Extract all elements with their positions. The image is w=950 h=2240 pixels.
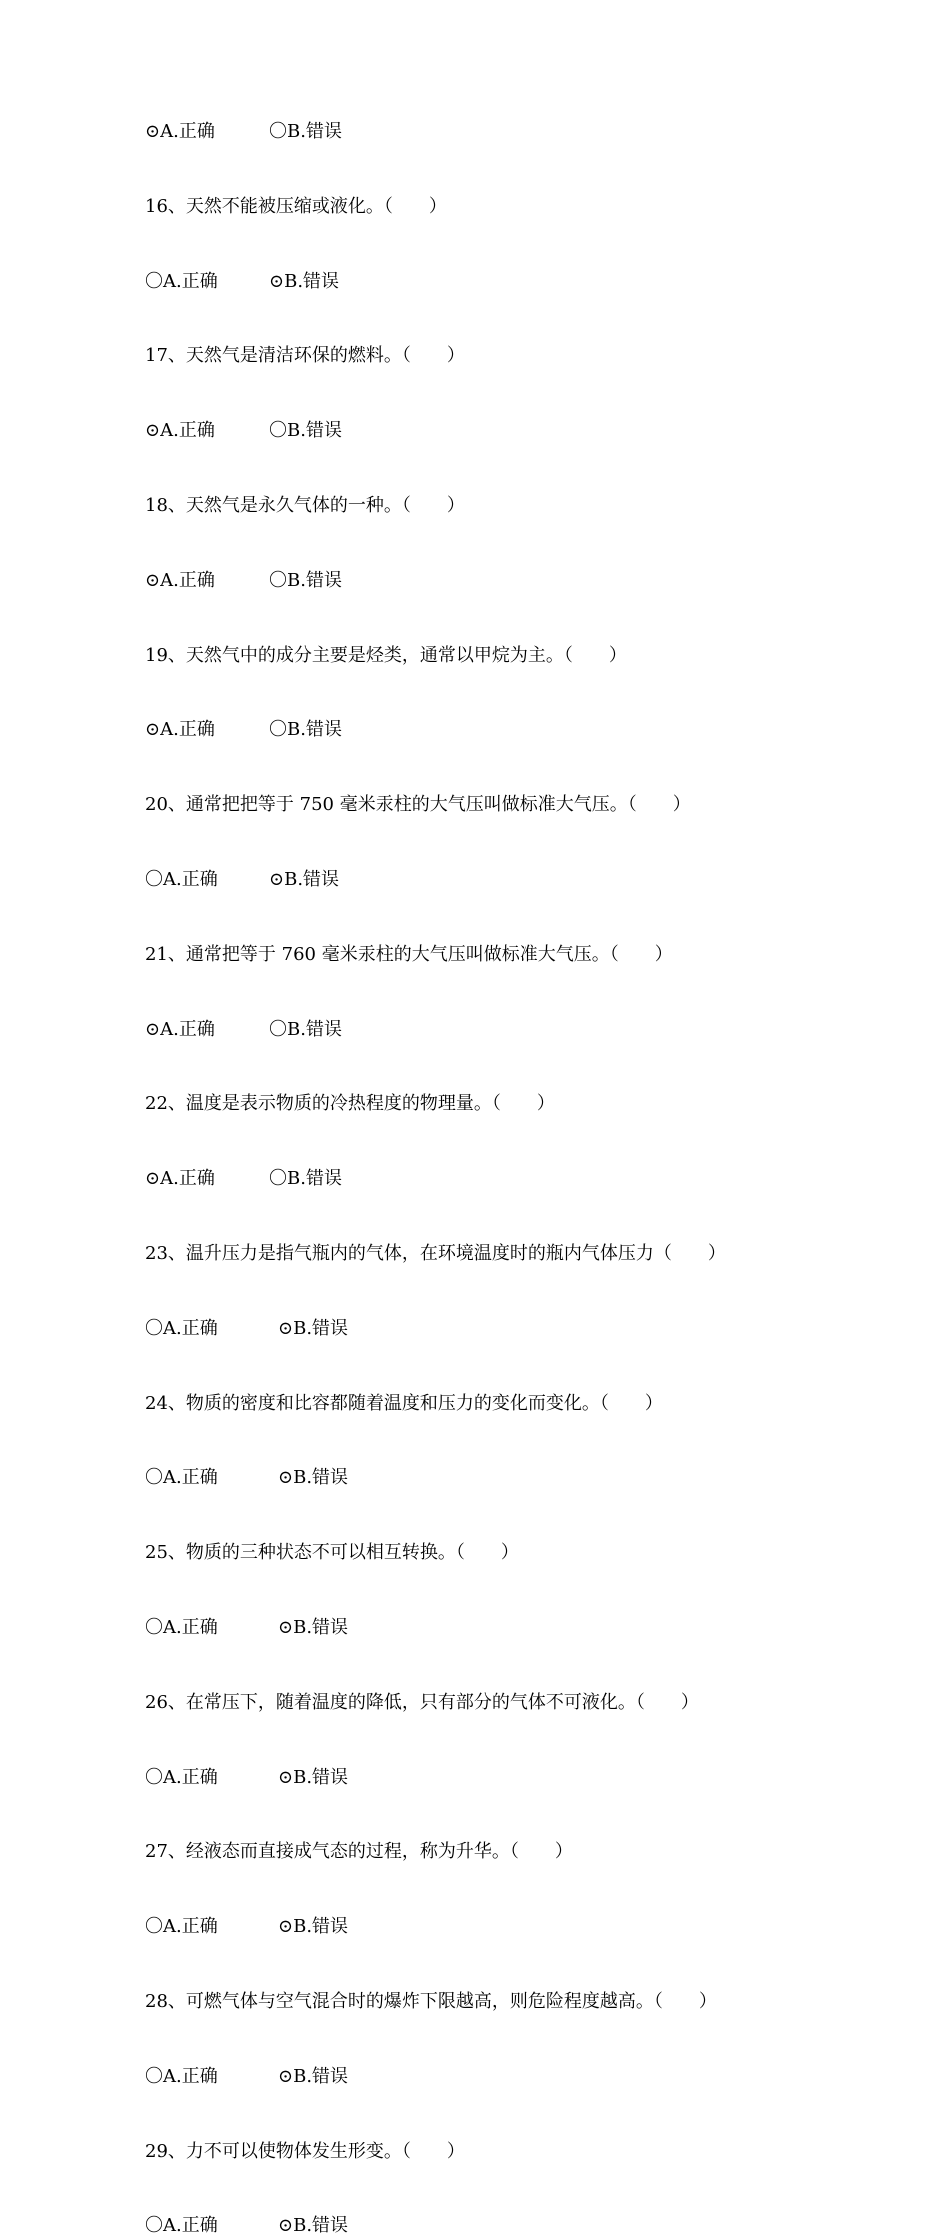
question-text: 23、温升压力是指气瓶内的气体，在环境温度时的瓶内气体压力（ ）	[145, 1243, 726, 1264]
option-a[interactable]	[145, 118, 215, 146]
radio-selected-icon: ⊙	[278, 1916, 294, 1938]
question-text: 27、经液态而直接成气态的过程，称为升华。（ ）	[145, 1841, 573, 1863]
option-b-label: B.错误	[287, 1018, 342, 1040]
option-b[interactable]	[278, 1315, 348, 1343]
option-b-label: B.错误	[287, 121, 342, 142]
radio-unselected-icon: 〇	[145, 1766, 163, 1788]
option-b[interactable]	[269, 268, 339, 296]
radio-selected-icon: ⊙	[278, 2215, 294, 2237]
option-a[interactable]	[145, 1165, 215, 1193]
option-b[interactable]	[269, 417, 342, 445]
radio-unselected-icon: 〇	[145, 2065, 163, 2087]
radio-unselected-icon: 〇	[269, 1018, 287, 1040]
option-a-label: A.正确	[163, 270, 218, 292]
radio-selected-icon: ⊙	[278, 1317, 294, 1339]
question-text: 29、力不可以使物体发生形变。（ ）	[145, 2140, 465, 2162]
option-b[interactable]	[269, 118, 342, 146]
radio-unselected-icon: 〇	[145, 869, 163, 890]
question-text: 16、天然不能被压缩或液化。（ ）	[145, 195, 447, 217]
question-text: 25、物质的三种状态不可以相互转换。（ ）	[145, 1542, 519, 1564]
radio-selected-icon: ⊙	[145, 1018, 161, 1040]
option-a[interactable]	[145, 2212, 218, 2240]
radio-selected-icon: ⊙	[278, 1766, 294, 1788]
radio-unselected-icon: 〇	[145, 1916, 163, 1938]
radio-unselected-icon: 〇	[269, 719, 287, 741]
option-a-label: A.正确	[160, 420, 215, 442]
question-text: 21、通常把等于 760 毫米汞柱的大气压叫做标准大气压。（ ）	[145, 943, 673, 965]
option-b-label: B.错误	[287, 719, 342, 741]
option-b-label: B.错误	[287, 420, 342, 442]
option-b-label: B.错误	[293, 2065, 349, 2087]
option-b-label: B.错误	[293, 1916, 349, 1938]
question-text: 18、天然气是永久气体的一种。（ ）	[145, 495, 465, 516]
question-text: 26、在常压下，随着温度的降低，只有部分的气体不可液化。（ ）	[145, 1691, 699, 1713]
radio-selected-icon: ⊙	[278, 1617, 294, 1638]
option-b[interactable]	[278, 1764, 348, 1792]
option-b-label: B.错误	[293, 1766, 349, 1788]
option-b[interactable]	[269, 866, 339, 894]
radio-selected-icon: ⊙	[269, 869, 285, 890]
option-b[interactable]	[269, 1165, 342, 1193]
option-b[interactable]	[269, 567, 342, 595]
radio-unselected-icon: 〇	[269, 569, 287, 591]
option-b-label: B.错误	[284, 869, 340, 890]
option-b[interactable]	[278, 2063, 348, 2091]
radio-unselected-icon: 〇	[145, 270, 163, 292]
option-b[interactable]	[269, 716, 342, 744]
option-a[interactable]	[145, 1764, 218, 1792]
option-b-label: B.错误	[287, 1168, 342, 1190]
option-a[interactable]	[145, 716, 215, 744]
option-a-label: A.正确	[163, 869, 218, 890]
radio-selected-icon: ⊙	[145, 420, 161, 442]
option-b-label: B.错误	[293, 1617, 349, 1638]
radio-selected-icon: ⊙	[145, 121, 161, 142]
option-a-label: A.正确	[163, 1766, 218, 1788]
option-a-label: A.正确	[163, 1317, 218, 1339]
option-b[interactable]	[278, 2212, 348, 2240]
option-b-label: B.错误	[284, 270, 340, 292]
option-a-label: A.正确	[160, 719, 215, 741]
radio-unselected-icon: 〇	[145, 1317, 163, 1339]
option-b[interactable]	[278, 1464, 348, 1492]
radio-selected-icon: ⊙	[145, 569, 161, 591]
radio-unselected-icon: 〇	[145, 2215, 163, 2237]
option-a[interactable]	[145, 1016, 215, 1044]
option-a[interactable]	[145, 866, 218, 894]
option-a-label: A.正确	[163, 1916, 218, 1938]
option-a-label: A.正确	[160, 1168, 215, 1190]
radio-unselected-icon: 〇	[145, 1467, 163, 1489]
option-a[interactable]	[145, 268, 218, 296]
option-a[interactable]	[145, 2063, 218, 2091]
radio-unselected-icon: 〇	[269, 1168, 287, 1190]
radio-unselected-icon: 〇	[269, 420, 287, 442]
question-text: 17、天然气是清洁环保的燃料。（ ）	[145, 345, 465, 367]
option-b-label: B.错误	[293, 1467, 349, 1489]
radio-selected-icon: ⊙	[269, 270, 285, 292]
radio-unselected-icon: 〇	[145, 1617, 163, 1638]
radio-selected-icon: ⊙	[145, 1168, 161, 1190]
question-text: 20、通常把把等于 750 毫米汞柱的大气压叫做标准大气压。（ ）	[145, 794, 691, 816]
option-a-label: A.正确	[163, 1617, 218, 1638]
option-b-label: B.错误	[293, 1317, 349, 1339]
option-a[interactable]	[145, 417, 215, 445]
option-a-label: A.正确	[163, 2215, 218, 2237]
option-b[interactable]	[278, 1614, 348, 1642]
option-b[interactable]	[278, 1913, 348, 1941]
option-a[interactable]	[145, 567, 215, 595]
option-a-label: A.正确	[160, 1018, 215, 1040]
question-text: 28、可燃气体与空气混合时的爆炸下限越高，则危险程度越高。（ ）	[145, 1991, 717, 2012]
option-a-label: A.正确	[160, 121, 215, 142]
radio-selected-icon: ⊙	[145, 719, 161, 741]
option-a[interactable]	[145, 1464, 218, 1492]
option-b[interactable]	[269, 1016, 342, 1044]
option-a-label: A.正确	[163, 1467, 218, 1489]
question-text: 19、天然气中的成分主要是烃类，通常以甲烷为主。（ ）	[145, 644, 627, 666]
option-b-label: B.错误	[287, 569, 342, 591]
option-a-label: A.正确	[160, 569, 215, 591]
question-text: 22、温度是表示物质的冷热程度的物理量。（ ）	[145, 1093, 555, 1115]
option-a[interactable]	[145, 1315, 218, 1343]
radio-unselected-icon: 〇	[269, 121, 287, 142]
radio-selected-icon: ⊙	[278, 1467, 294, 1489]
option-a[interactable]	[145, 1614, 218, 1642]
question-text: 24、物质的密度和比容都随着温度和压力的变化而变化。（ ）	[145, 1392, 663, 1414]
option-a-label: A.正确	[163, 2065, 218, 2087]
option-a[interactable]	[145, 1913, 218, 1941]
option-b-label: B.错误	[293, 2215, 349, 2237]
radio-selected-icon: ⊙	[278, 2065, 294, 2087]
